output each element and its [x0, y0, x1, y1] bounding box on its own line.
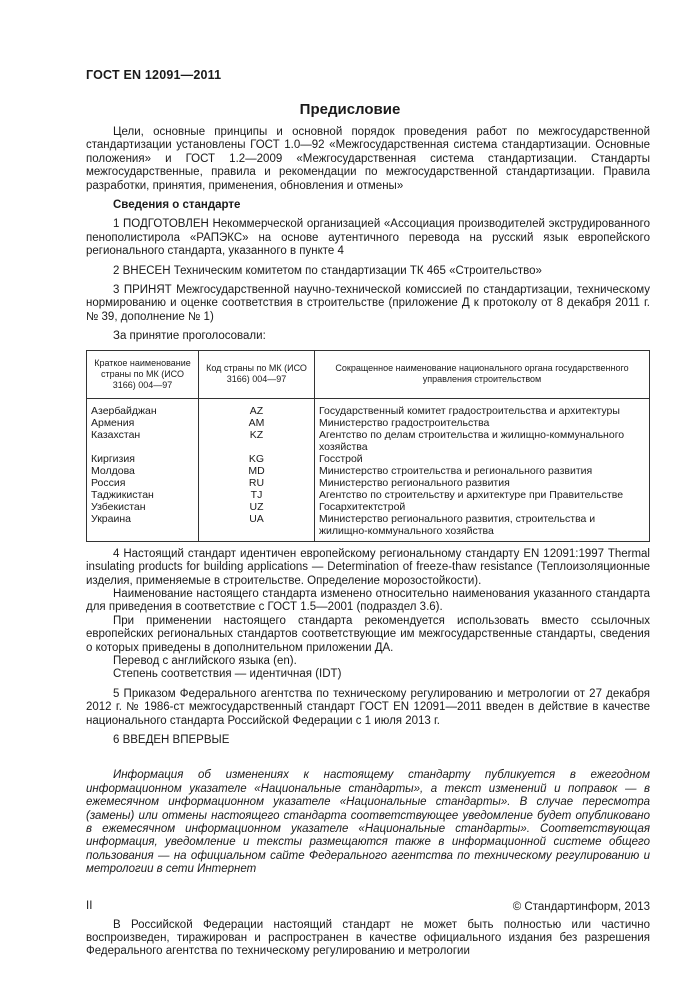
intro-paragraph: Цели, основные принципы и основной порядок проведения работ по межгосударственной стандартизации установлены ГОСТ 1.0—92 «Межгосударственная система стандартизации. Основные положения» и ГОСТ 1.2—2009 «Межгосударственная система стандартизации. Стандарты межгосударственные, правила и рекомендации по межгосударственной стандартизации. Правила разработки, принятия, применения, обновления и отмены» — [86, 126, 650, 192]
table-header-row — [87, 350, 650, 398]
voted-paragraph: За принятие проголосовали: — [113, 330, 266, 343]
item-6-paragraph: 6 ВВЕДЕН ВПЕРВЫЕ — [113, 733, 230, 746]
item-4-name-paragraph: Наименование настоящего стандарта изменено относительно наименования указанного стандарта для приведения в соответствие с ГОСТ 1.5—2001 (подраздел 3.6). — [86, 587, 650, 614]
table-row — [87, 501, 650, 513]
table-row — [87, 477, 650, 489]
copyright-line: © Стандартинформ, 2013 — [512, 900, 650, 913]
code-cell: KG — [199, 453, 315, 465]
body-cell: Министерство регионального развития, строительства и жилищно-коммунального хозяйства — [315, 513, 650, 542]
body-cell: Госстрой — [315, 453, 650, 465]
voting-table-wrapper — [86, 350, 650, 542]
page-number: II — [86, 900, 93, 912]
code-cell: TJ — [199, 489, 315, 501]
item-4-paragraph: 4 Настоящий стандарт идентичен европейскому региональному стандарту EN 12091:1997 Thermal insulating products for building applications — Determination of freeze-thaw resistance (Теплоизоляционные изделия, применяемые в строительстве. Определение морозостойкости). — [86, 547, 650, 587]
country-cell: Молдова — [91, 464, 135, 477]
degree-paragraph: Степень соответствия — идентичная (IDT) — [113, 668, 342, 681]
header-body: Сокращенное наименование национального органа государственного управления строительством — [315, 350, 650, 398]
country-cell: Киргизия — [91, 452, 135, 465]
country-cell: Казахстан — [91, 428, 141, 441]
code-cell: RU — [199, 477, 315, 489]
body-cell: Министерство регионального развития — [315, 477, 650, 489]
table-row — [87, 429, 650, 453]
body-cell: Министерство строительства и регионального развития — [315, 465, 650, 477]
body-cell: Министерство градостроительства — [315, 417, 650, 429]
item-4-refs-paragraph: При применении настоящего стандарта рекомендуется использовать вместо ссылочных европейских региональных стандартов соответствующие им межгосударственные стандарты, сведения о которых приведены в дополнительном приложении ДА. — [86, 614, 650, 654]
item-5-paragraph: 5 Приказом Федерального агентства по техническому регулированию и метрологии от 27 декабря 2012 г. № 1986-ст межгосударственный стандарт ГОСТ EN 12091—2011 введен в действие в качестве национального стандарта Российской Федерации с 1 июля 2013 г. — [86, 687, 650, 727]
document-code: ГОСТ EN 12091—2011 — [86, 68, 222, 82]
code-cell: AM — [199, 417, 315, 429]
code-cell: AZ — [199, 398, 315, 417]
table-row — [87, 417, 650, 429]
foreword-content — [86, 126, 650, 959]
code-cell: MD — [199, 465, 315, 477]
foreword-title: Предисловие — [299, 101, 401, 118]
table-row — [87, 398, 650, 417]
country-cell: Россия — [91, 476, 126, 489]
table-row — [87, 453, 650, 465]
code-cell: KZ — [199, 429, 315, 453]
body-cell: Государственный комитет градостроительства и архитектуры — [315, 398, 650, 417]
item-1-paragraph: 1 ПОДГОТОВЛЕН Некоммерческой организацией «Ассоциация производителей экструдированного пенополистирола «РАПЭКС» на основе аутентичного перевода на русский язык европейского регионального стандарта, указанного в пункте 4 — [86, 218, 650, 258]
table-row — [87, 513, 650, 542]
country-cell: Армения — [91, 416, 135, 429]
code-cell: UA — [199, 513, 315, 542]
notice-block — [86, 769, 650, 876]
body-cell: Госархитектстрой — [315, 501, 650, 513]
item-3-paragraph: 3 ПРИНЯТ Межгосударственной научно-технической комиссией по стандартизации, техническому нормированию и оценке соответствия в строительстве (приложение Д к протоколу от 8 декабря 2011 г. № 39, дополнение № 1) — [86, 284, 650, 323]
notice-paragraph: Информация об изменениях к настоящему стандарту публикуется в ежегодном информационном указателе «Национальные стандарты», а текст изменений и поправок — в ежемесячном информационном указателе «Национальные стандарты». В случае пересмотра (замены) или отмены настоящего стандарта соответствующее уведомление будет опубликовано в ежемесячном информационном указателе «Национальные стандарты». Соответствующая информация, уведомление и тексты размещаются также в информационной системе общего пользования — на официальном сайте Федерального агентства по техническому регулированию и метрологии в сети Интернет — [86, 769, 650, 876]
country-cell: Узбекистан — [91, 500, 146, 513]
body-cell: Агентство по делам строительства и жилищно-коммунального хозяйства — [315, 429, 650, 453]
country-cell: Азербайджан — [91, 404, 157, 417]
table-row — [87, 465, 650, 477]
header-country: Краткое наименование страны по МК (ИСО 3166) 004—97 — [87, 350, 199, 398]
body-cell: Агентство по строительству и архитектуре при Правительстве — [315, 489, 650, 501]
info-heading: Сведения о стандарте — [113, 199, 241, 212]
country-cell: Украина — [91, 512, 131, 525]
voting-table — [86, 350, 650, 542]
item-2-paragraph: 2 ВНЕСЕН Техническим комитетом по стандартизации ТК 465 «Строительство» — [113, 264, 542, 277]
country-cell: Таджикистан — [91, 488, 154, 501]
restriction-paragraph: В Российской Федерации настоящий стандарт не может быть полностью или частично воспроизведен, тиражирован и распространен в качестве официального издания без разрешения Федерального агентства по техническому регулированию и метрологии — [86, 918, 650, 958]
code-cell: UZ — [199, 501, 315, 513]
table-row — [87, 489, 650, 501]
header-code: Код страны по МК (ИСО 3166) 004—97 — [199, 350, 315, 398]
translation-paragraph: Перевод с английского языка (en). — [113, 654, 297, 667]
